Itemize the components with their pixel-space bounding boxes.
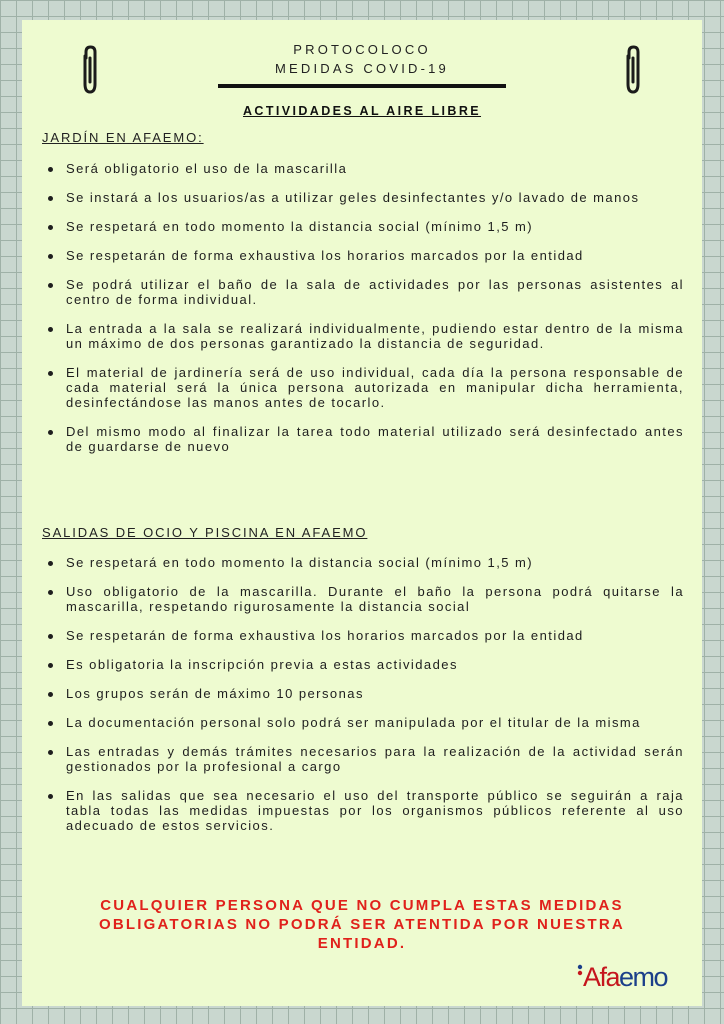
title-line-1: PROTOCOLOCO (293, 42, 431, 57)
outings-heading: SALIDAS DE OCIO Y PISCINA EN AFAEMO (42, 525, 368, 540)
list-item: Se instará a los usuarios/as a utilizar geles desinfectantes y/o lavado de manos (42, 190, 684, 205)
title-block (22, 40, 702, 88)
list-item: Se respetarán de forma exhaustiva los horarios marcados por la entidad (42, 248, 684, 263)
logo-text-part1: Afa (583, 962, 620, 992)
list-item: Los grupos serán de máximo 10 personas (42, 686, 684, 701)
title-divider (218, 84, 506, 88)
section-heading: ACTIVIDADES AL AIRE LIBRE (242, 104, 482, 118)
garden-list (42, 161, 684, 454)
logo-text-part2: emo (619, 962, 668, 992)
list-item: La documentación personal solo podrá ser manipulada por el titular de la misma (42, 715, 684, 730)
list-item: Uso obligatorio de la mascarilla. Durante el baño la persona podrá quitarse la mascarilla, respetando rigurosamente la distancia social (42, 584, 684, 614)
list-item: La entrada a la sala se realizará individualmente, pudiendo estar dentro de la misma un máximo de dos personas garantizado la distancia de seguridad. (42, 321, 684, 351)
list-item: Se respetará en todo momento la distancia social (mínimo 1,5 m) (42, 555, 684, 570)
garden-heading: JARDÍN EN AFAEMO: (42, 130, 204, 145)
warning-notice: CUALQUIER PERSONA QUE NO CUMPLA ESTAS MEDIDAS OBLIGATORIAS NO PODRÁ SER ATENTIDA POR NUESTRA ENTIDAD. (99, 897, 625, 952)
logo-text (583, 962, 667, 993)
list-item: En las salidas que sea necesario el uso del transporte público se seguirán a raja tabla todas las medidas impuestas por los organismos públicos referente al uso adecuado de estos servicios. (42, 788, 684, 833)
list-item: Se respetarán de forma exhaustiva los horarios marcados por la entidad (42, 628, 684, 643)
list-item: Las entradas y demás trámites necesarios para la realización de la actividad serán gestionados por la profesional a cargo (42, 744, 684, 774)
list-item: Del mismo modo al finalizar la tarea todo material utilizado será desinfectado antes de guardarse de nuevo (42, 424, 684, 454)
list-item: El material de jardinería será de uso individual, cada día la persona responsable de cada material será la única persona autorizada en manipular dicha herramienta, desinfectándose las manos antes de tocarlo. (42, 365, 684, 410)
title-line-2: MEDIDAS COVID-19 (274, 61, 449, 76)
document-sheet (22, 20, 702, 1006)
afaemo-logo (577, 960, 689, 1000)
list-item: Se podrá utilizar el baño de la sala de actividades por las personas asistentes al centro de forma individual. (42, 277, 684, 307)
list-item: Se respetará en todo momento la distancia social (mínimo 1,5 m) (42, 219, 684, 234)
list-item: Es obligatoria la inscripción previa a estas actividades (42, 657, 684, 672)
outings-list (42, 555, 684, 833)
list-item: Será obligatorio el uso de la mascarilla (42, 161, 684, 176)
